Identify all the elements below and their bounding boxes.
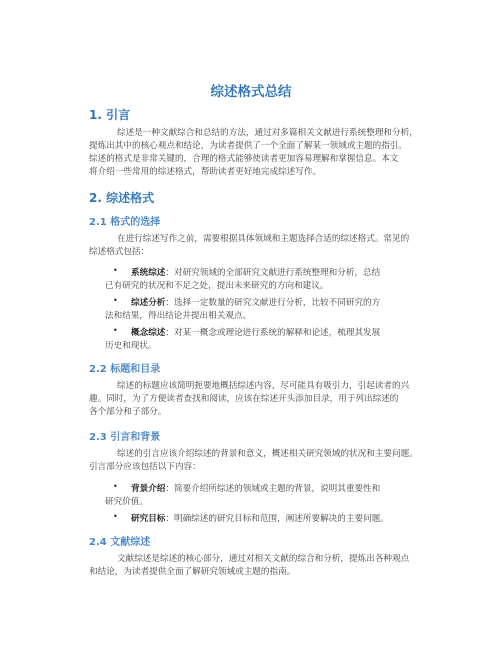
paragraph-line: 和结论，为读者提供全面了解研究领域或主题的指南。	[89, 567, 296, 577]
document-title: 综述格式总结	[210, 84, 292, 100]
paragraph-line: 将介绍一些常用的综述格式，帮助读者更好地完成综述写作。	[89, 167, 322, 177]
paragraph-line: 文献综述是综述的核心部分，通过对相关文献的综合和分析，提炼出各种观点	[117, 554, 410, 564]
list-item-continuation: 研究价值。	[105, 497, 148, 507]
bullet-icon: •	[113, 296, 118, 305]
paragraph-line: 综述的格式是非常关键的，合理的格式能够使读者更加容易理解和掌握信息。本文	[89, 154, 399, 164]
list-item-text: ：明确综述的研究目标和范围，阐述所要解决的主要问题。	[165, 514, 389, 524]
paragraph-line: 综述是一种文献综合和总结的方法，通过对多篇相关文献进行系统整理和分析，	[117, 128, 418, 138]
list-item-continuation: 法和结果，得出结论并提出相关观点。	[105, 311, 252, 321]
list-item-term: 综述分析	[131, 298, 166, 308]
paragraph-line: 趣。同时，为了方便读者查找和阅读，应该在综述开头添加目录，用于列出综述的	[89, 394, 399, 404]
section-heading-intro: 1. 引言	[89, 108, 131, 122]
paragraph-line: 引言部分应该包括以下内容：	[89, 462, 201, 472]
bullet-icon: •	[113, 482, 118, 491]
list-item-text: ：简要介绍所综述的领域或主题的背景，说明其重要性和	[165, 484, 381, 494]
subsection-heading-2-3: 2.3 引言和背景	[89, 432, 161, 443]
list-item-term: 研究目标	[131, 514, 166, 524]
list-item-text: ：对某一概念或理论进行系统的解释和论述，梳理其发展	[165, 328, 381, 338]
list-item-term: 背景介绍	[131, 484, 166, 494]
paragraph-line: 各个部分和子部分。	[89, 407, 167, 417]
subsection-heading-2-4: 2.4 文献综述	[89, 537, 151, 548]
bullet-icon: •	[113, 266, 118, 275]
bullet-icon: •	[113, 512, 118, 521]
paragraph-line: 综述的引言应该介绍综述的背景和意义，概述相关研究领域的状况和主要问题。	[117, 449, 418, 459]
paragraph-line: 在进行综述写作之前，需要根据具体领域和主题选择合适的综述格式。常见的	[117, 234, 410, 244]
list-item-term: 概念综述	[131, 328, 166, 338]
list-item-term: 系统综述	[131, 268, 166, 278]
subsection-heading-2-1: 2.1 格式的选择	[89, 217, 161, 228]
list-item-continuation: 已有研究的状况和不足之处，提出未来研究的方向和建议。	[105, 281, 329, 291]
subsection-heading-2-2: 2.2 标题和目录	[89, 364, 161, 375]
paragraph-line: 综述的标题应该简明扼要地概括综述内容，尽可能具有吸引力，引起读者的兴	[117, 381, 410, 391]
list-item-text: ：选择一定数量的研究文献进行分析，比较不同研究的方	[165, 298, 381, 308]
list-item-text: ：对研究领域的全部研究文献进行系统整理和分析，总结	[165, 268, 381, 278]
paragraph-line: 综述格式包括：	[89, 247, 150, 257]
section-heading-format: 2. 综述格式	[89, 191, 155, 205]
list-item-continuation: 历史和现状。	[105, 341, 157, 351]
bullet-icon: •	[113, 326, 118, 335]
paragraph-line: 提炼出其中的核心观点和结论，为读者提供了一个全面了解某一领域或主题的指引。	[89, 141, 407, 151]
